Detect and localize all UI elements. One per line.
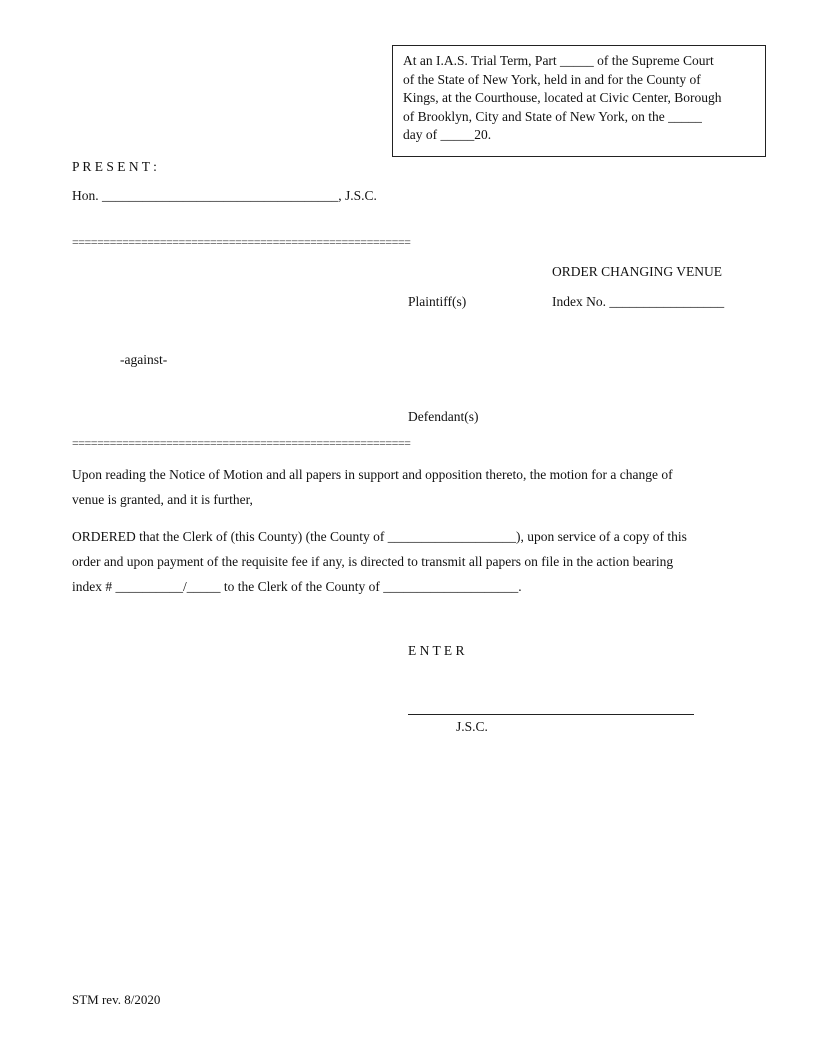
paragraph-line: index # __________/_____ to the Clerk of the County of ____________________. — [72, 579, 522, 594]
caption-line: of Brooklyn, City and State of New York, on the _____ — [403, 108, 702, 124]
paragraph-line: Upon reading the Notice of Motion and all papers in support and opposition thereto, the motion for a change of — [72, 467, 673, 482]
index-number-field: Index No. _________________ — [552, 294, 725, 309]
signature-label: J.S.C. — [456, 719, 488, 734]
plaintiff-label: Plaintiff(s) — [408, 294, 467, 309]
signature-line — [408, 714, 694, 715]
enter-label: E N T E R — [408, 643, 465, 658]
ordered-paragraph — [72, 524, 752, 599]
paragraph-line: venue is granted, and it is further, — [72, 492, 253, 507]
present-label: P R E S E N T : — [72, 159, 157, 174]
caption-line: of the State of New York, held in and for the County of — [403, 71, 701, 87]
court-caption-box — [392, 45, 766, 157]
against-label: -against- — [120, 352, 168, 367]
hon-line: Hon. ___________________________________, J.S.C. — [72, 188, 377, 203]
caption-line: At an I.A.S. Trial Term, Part _____ of the Supreme Court — [403, 53, 714, 68]
caption-line: Kings, at the Courthouse, located at Civic Center, Borough — [403, 90, 722, 105]
paragraph-line: ORDERED that the Clerk of (this County) (the County of ___________________), upon service of a copy of this — [72, 529, 687, 544]
footer-revision: STM rev. 8/2020 — [72, 992, 161, 1007]
defendant-label: Defendant(s) — [408, 409, 479, 424]
bottom-divider: ====================================================== — [72, 436, 411, 450]
caption-line: day of _____20. — [403, 127, 492, 142]
paragraph-line: order and upon payment of the requisite fee if any, is directed to transmit all papers on file in the action bearing — [72, 554, 674, 569]
motion-paragraph — [72, 462, 752, 512]
document-title: ORDER CHANGING VENUE — [552, 264, 722, 279]
top-divider: ====================================================== — [72, 235, 411, 249]
